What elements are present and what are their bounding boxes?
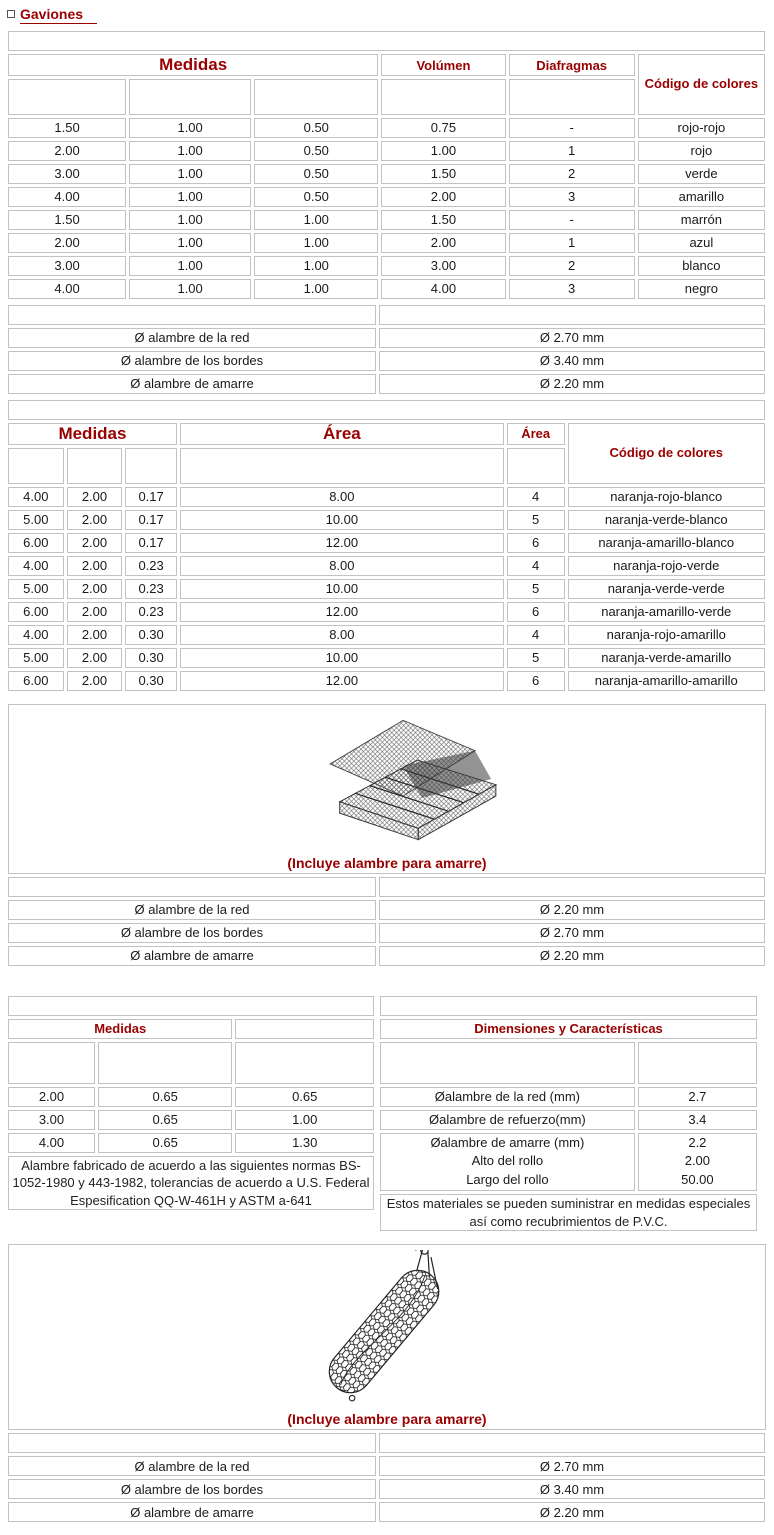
table-cell: Ø alambre de la red — [8, 900, 376, 920]
table-cell: 0.50 — [254, 164, 378, 184]
colchon-reno-illustration — [252, 705, 522, 855]
saco-col-largo: Largo m — [8, 1042, 95, 1084]
table-cell: 1.50 — [381, 164, 505, 184]
saco-group-header-row — [8, 1019, 374, 1039]
table-cell: Ø 2.70 mm — [379, 1456, 765, 1476]
caja-table-body — [8, 118, 765, 299]
table-cell: 2 — [509, 164, 635, 184]
table-row — [8, 1479, 765, 1499]
table-cell: 2.00 — [8, 141, 126, 161]
table-cell: 5.00 — [8, 579, 64, 599]
saco-note-row — [8, 1156, 374, 1211]
table-row — [8, 648, 765, 668]
table-cell: 2.00 — [8, 1087, 95, 1107]
table-cell: 0.50 — [254, 118, 378, 138]
table-cell: 0.17 — [125, 510, 177, 530]
table-cell: 0.50 — [254, 187, 378, 207]
table-cell: 8.00 — [180, 487, 504, 507]
table-cell: 6.00 — [8, 533, 64, 553]
red-col-malla: Malla Hexagonal — [380, 1042, 635, 1084]
table-row — [8, 187, 765, 207]
table-row — [8, 233, 765, 253]
gavion-saco-illustration — [287, 1245, 487, 1411]
table-cell: 2 — [509, 256, 635, 276]
table-cell: Ø alambre de los bordes — [8, 1479, 376, 1499]
table-cell: Ø alambre de los bordes — [8, 351, 376, 371]
table-cell: 0.75 — [381, 118, 505, 138]
colchon-area-n-header: Área — [507, 423, 565, 445]
table-cell: Ø 3.40 mm — [379, 1479, 765, 1499]
red-multi-labels-cell: Øalambre de amarre (mm) Alto del rollo Largo del rollo — [380, 1133, 635, 1192]
table-cell: naranja-verde-blanco — [568, 510, 766, 530]
colchon-group-header-row — [8, 423, 765, 445]
table-row — [8, 602, 765, 622]
table-cell: 1.00 — [129, 256, 251, 276]
table-cell: 1.00 — [254, 256, 378, 276]
table-row — [8, 1087, 374, 1107]
table-row — [8, 900, 765, 920]
table-cell: 0.23 — [125, 602, 177, 622]
table-cell: rojo-rojo — [638, 118, 765, 138]
table-cell: Ø alambre de los bordes — [8, 923, 376, 943]
table-cell: naranja-rojo-verde — [568, 556, 766, 576]
red-column-header-row — [380, 1042, 757, 1084]
malla-colchon-header-right: Tipo 6 x 10 — [379, 877, 765, 897]
red-table-body — [380, 1087, 757, 1130]
colchon-medidas-header: Medidas — [8, 423, 177, 445]
table-cell: verde — [638, 164, 765, 184]
table-cell: naranja-verde-verde — [568, 579, 766, 599]
table-cell: 2.00 — [8, 233, 126, 253]
table-cell: 4.00 — [8, 279, 126, 299]
table-row — [8, 625, 765, 645]
table-cell: 8.00 — [180, 556, 504, 576]
table-cell: Øalambre de la red (mm) — [380, 1087, 635, 1107]
table-cell: 2.00 — [67, 671, 123, 691]
table-cell: 3.4 — [638, 1110, 757, 1130]
table-cell: 0.30 — [125, 625, 177, 645]
malla-colchon-table — [5, 874, 768, 969]
caja-diafragmas-header: Diafragmas — [509, 54, 635, 76]
malla-saco-body — [8, 1456, 765, 1522]
table-cell: 0.65 — [98, 1110, 232, 1130]
table-cell: 4.00 — [8, 187, 126, 207]
saco-table-body — [8, 1087, 374, 1153]
table-cell: 4 — [507, 487, 565, 507]
table-cell: naranja-rojo-amarillo — [568, 625, 766, 645]
table-cell: 4.00 — [8, 487, 64, 507]
table-row — [8, 1456, 765, 1476]
red-multi-row — [380, 1133, 757, 1192]
saco-column-header-row — [8, 1042, 374, 1084]
red-dimensiones-header: Dimensiones y Características — [380, 1019, 757, 1039]
table-cell: 2.7 — [638, 1087, 757, 1107]
table-row — [8, 1502, 765, 1522]
table-cell: 1.00 — [129, 210, 251, 230]
malla-caja-header-right: Tipo 8 x 10 — [379, 305, 765, 325]
table-cell: 6 — [507, 671, 565, 691]
table-cell: 3.00 — [381, 256, 505, 276]
table-cell: 2.00 — [67, 556, 123, 576]
table-row — [8, 374, 765, 394]
table-cell: 1.00 — [129, 187, 251, 207]
colchon-col-alto: Alto m — [125, 448, 177, 484]
caja-title-row — [8, 31, 765, 51]
colchon-caption: (Incluye alambre para amarre) — [287, 854, 487, 871]
table-row — [8, 1110, 374, 1130]
caja-col-n: n — [509, 79, 635, 115]
table-cell: 5 — [507, 579, 565, 599]
caja-col-alto: Alto m — [254, 79, 378, 115]
red-note-row — [380, 1194, 757, 1231]
table-cell: 5.00 — [8, 648, 64, 668]
table-cell: Ø 2.20 mm — [379, 374, 765, 394]
table-cell: - — [509, 118, 635, 138]
table-cell: rojo — [638, 141, 765, 161]
table-cell: 6.00 — [8, 671, 64, 691]
table-row — [8, 1133, 374, 1153]
table-cell: 0.65 — [98, 1087, 232, 1107]
table-cell: naranja-rojo-blanco — [568, 487, 766, 507]
caja-volumen-header: Volúmen — [381, 54, 505, 76]
table-cell: 6.00 — [8, 602, 64, 622]
table-cell: 12.00 — [180, 671, 504, 691]
table-cell: 2.00 — [381, 187, 505, 207]
malla-saco-header-right: Tipo 8 x 10 — [379, 1433, 765, 1453]
table-row — [8, 210, 765, 230]
caja-col-largo: Largo m — [8, 79, 126, 115]
table-row — [8, 923, 765, 943]
table-row — [8, 487, 765, 507]
red-subtitle-row — [380, 1019, 757, 1039]
table-cell: 3.00 — [8, 164, 126, 184]
colchon-col-largo: Largo m — [8, 448, 64, 484]
table-cell: negro — [638, 279, 765, 299]
colchon-title-row — [8, 400, 765, 420]
table-cell: 6 — [507, 602, 565, 622]
table-cell: 2.00 — [67, 510, 123, 530]
malla-saco-header-left: Malla hexagonal — [8, 1433, 376, 1453]
table-cell: azul — [638, 233, 765, 253]
saco-note: Alambre fabricado de acuerdo a las siguientes normas BS-1052-1980 y 443-1982, tolerancias de acuerdo a U.S. Federal Espesification QQ-W-461H y ASTM a-641 — [8, 1156, 374, 1211]
table-cell: 6 — [507, 533, 565, 553]
table-cell: 1.00 — [235, 1110, 374, 1130]
table-cell: 1.50 — [8, 210, 126, 230]
table-cell: 1.00 — [254, 210, 378, 230]
table-cell: 2.00 — [67, 602, 123, 622]
saco-title-row — [8, 996, 374, 1016]
table-cell: 3.00 — [8, 1110, 95, 1130]
table-row — [8, 256, 765, 276]
table-cell: 10.00 — [180, 510, 504, 530]
gaviones-title-link[interactable]: Gaviones — [20, 6, 97, 24]
malla-colchon-body — [8, 900, 765, 966]
caja-codigo-colores-header: Código de colores — [638, 54, 765, 115]
red-note: Estos materiales se pueden suministrar en medidas especiales así como recubrimientos de P.V.C. — [380, 1194, 757, 1231]
table-cell: 1.50 — [381, 210, 505, 230]
red-title-bar: Red de Seguridad — [380, 996, 757, 1016]
table-cell: 4 — [507, 556, 565, 576]
colchon-table-body — [8, 487, 765, 691]
saco-empty-cell — [235, 1019, 374, 1039]
table-cell: Ø 2.70 mm — [379, 328, 765, 348]
table-cell: 2.00 — [67, 648, 123, 668]
square-bullet-icon — [7, 10, 15, 18]
table-cell: 2.00 — [381, 233, 505, 253]
table-row — [8, 946, 765, 966]
saco-col-diametro: Diámetro m — [98, 1042, 232, 1084]
table-cell: marrón — [638, 210, 765, 230]
table-cell: 12.00 — [180, 602, 504, 622]
table-cell: amarillo — [638, 187, 765, 207]
table-cell: 0.65 — [98, 1133, 232, 1153]
table-cell: 3.00 — [8, 256, 126, 276]
caja-table — [5, 28, 768, 302]
table-cell: 0.17 — [125, 533, 177, 553]
table-row — [380, 1110, 757, 1130]
table-cell: 4.00 — [8, 556, 64, 576]
colchon-codigo-colores-header: Código de colores — [568, 423, 766, 484]
table-cell: Ø alambre de amarre — [8, 1502, 376, 1522]
malla-caja-table — [5, 302, 768, 397]
saco-red-section — [5, 993, 769, 1235]
table-cell: Ø 2.20 mm — [379, 900, 765, 920]
table-cell: 1 — [509, 141, 635, 161]
table-row — [8, 351, 765, 371]
table-row — [8, 118, 765, 138]
colchon-title-bar: Colchón Reno — [8, 400, 765, 420]
table-cell: 5 — [507, 510, 565, 530]
colchon-reno-table — [5, 397, 768, 694]
table-cell: Ø 2.70 mm — [379, 923, 765, 943]
caja-col-ancho: Ancho m — [129, 79, 251, 115]
table-cell: 2.00 — [67, 625, 123, 645]
colchon-col-ancho: Ancho m — [67, 448, 123, 484]
saco-caption: (Incluye alambre para amarre) — [287, 1411, 487, 1428]
table-row — [8, 279, 765, 299]
table-cell: 0.30 — [125, 671, 177, 691]
table-row — [8, 164, 765, 184]
caja-title-bar: Caja — [8, 31, 765, 51]
table-cell: 1.50 — [8, 118, 126, 138]
table-cell: 0.30 — [125, 648, 177, 668]
table-cell: 1.00 — [129, 118, 251, 138]
table-cell: Ø alambre de amarre — [8, 374, 376, 394]
red-seguridad-table — [377, 993, 760, 1235]
table-row — [8, 328, 765, 348]
table-cell: naranja-verde-amarillo — [568, 648, 766, 668]
table-cell: Ø alambre de la red — [8, 328, 376, 348]
table-cell: 0.23 — [125, 579, 177, 599]
table-cell: 0.17 — [125, 487, 177, 507]
table-cell: 1.00 — [129, 233, 251, 253]
table-cell: 0.50 — [254, 141, 378, 161]
saco-col-volumen: Volumen $m^3$ — [235, 1042, 374, 1084]
table-row — [8, 579, 765, 599]
table-cell: 1.00 — [129, 141, 251, 161]
malla-caja-header-row — [8, 305, 765, 325]
table-cell: 10.00 — [180, 648, 504, 668]
table-row — [8, 671, 765, 691]
table-cell: 10.00 — [180, 579, 504, 599]
table-cell: - — [509, 210, 635, 230]
table-cell: 1.00 — [129, 279, 251, 299]
malla-saco-table — [5, 1430, 768, 1525]
gavion-saco-table — [5, 993, 377, 1214]
table-cell: 5.00 — [8, 510, 64, 530]
saco-medidas-header: Medidas — [8, 1019, 232, 1039]
red-col-8x10: 8 x 10 — [638, 1042, 757, 1084]
malla-colchon-header-row — [8, 877, 765, 897]
table-cell: 3 — [509, 279, 635, 299]
table-cell: 5 — [507, 648, 565, 668]
table-cell: Øalambre de refuerzo(mm) — [380, 1110, 635, 1130]
gavion-saco-image-box — [8, 1244, 766, 1430]
colchon-reno-image-box — [8, 704, 766, 874]
caja-col-m3: $m^3$ — [381, 79, 505, 115]
red-title-row — [380, 996, 757, 1016]
table-cell: 4.00 — [8, 1133, 95, 1153]
table-cell: 4 — [507, 625, 565, 645]
table-cell: 1.00 — [129, 164, 251, 184]
colchon-col-m2: $m^2$ — [180, 448, 504, 484]
table-cell: 4.00 — [381, 279, 505, 299]
table-cell: naranja-amarillo-blanco — [568, 533, 766, 553]
malla-caja-header-left: Malla hexagonal — [8, 305, 376, 325]
malla-caja-body — [8, 328, 765, 394]
table-cell: naranja-amarillo-amarillo — [568, 671, 766, 691]
table-cell: 1.30 — [235, 1133, 374, 1153]
table-cell: 4.00 — [8, 625, 64, 645]
colchon-area-header: Área — [180, 423, 504, 445]
table-cell: 1.00 — [254, 279, 378, 299]
table-cell: naranja-amarillo-verde — [568, 602, 766, 622]
table-cell: 2.00 — [67, 579, 123, 599]
table-cell: 12.00 — [180, 533, 504, 553]
table-cell: Ø 2.20 mm — [379, 946, 765, 966]
table-cell: Ø alambre de la red — [8, 1456, 376, 1476]
table-cell: 2.00 — [67, 487, 123, 507]
page-title — [7, 6, 769, 24]
table-row — [8, 533, 765, 553]
colchon-col-n: n — [507, 448, 565, 484]
table-cell: 1.00 — [254, 233, 378, 253]
malla-colchon-header-left: Malla hexagonal — [8, 877, 376, 897]
malla-saco-header-row — [8, 1433, 765, 1453]
table-row — [380, 1087, 757, 1107]
table-cell: Ø 3.40 mm — [379, 351, 765, 371]
table-cell: Ø alambre de amarre — [8, 946, 376, 966]
table-cell: 1.00 — [381, 141, 505, 161]
saco-title-bar: Gavión Saco — [8, 996, 374, 1016]
caja-group-header-row — [8, 54, 765, 76]
table-cell: 0.65 — [235, 1087, 374, 1107]
table-cell: 0.23 — [125, 556, 177, 576]
table-row — [8, 141, 765, 161]
table-cell: 8.00 — [180, 625, 504, 645]
table-cell: 3 — [509, 187, 635, 207]
red-multi-values-cell: 2.2 2.00 50.00 — [638, 1133, 757, 1192]
table-cell: 1 — [509, 233, 635, 253]
table-row — [8, 556, 765, 576]
table-row — [8, 510, 765, 530]
table-cell: Ø 2.20 mm — [379, 1502, 765, 1522]
caja-medidas-header: Medidas — [8, 54, 378, 76]
table-cell: blanco — [638, 256, 765, 276]
table-cell: 2.00 — [67, 533, 123, 553]
